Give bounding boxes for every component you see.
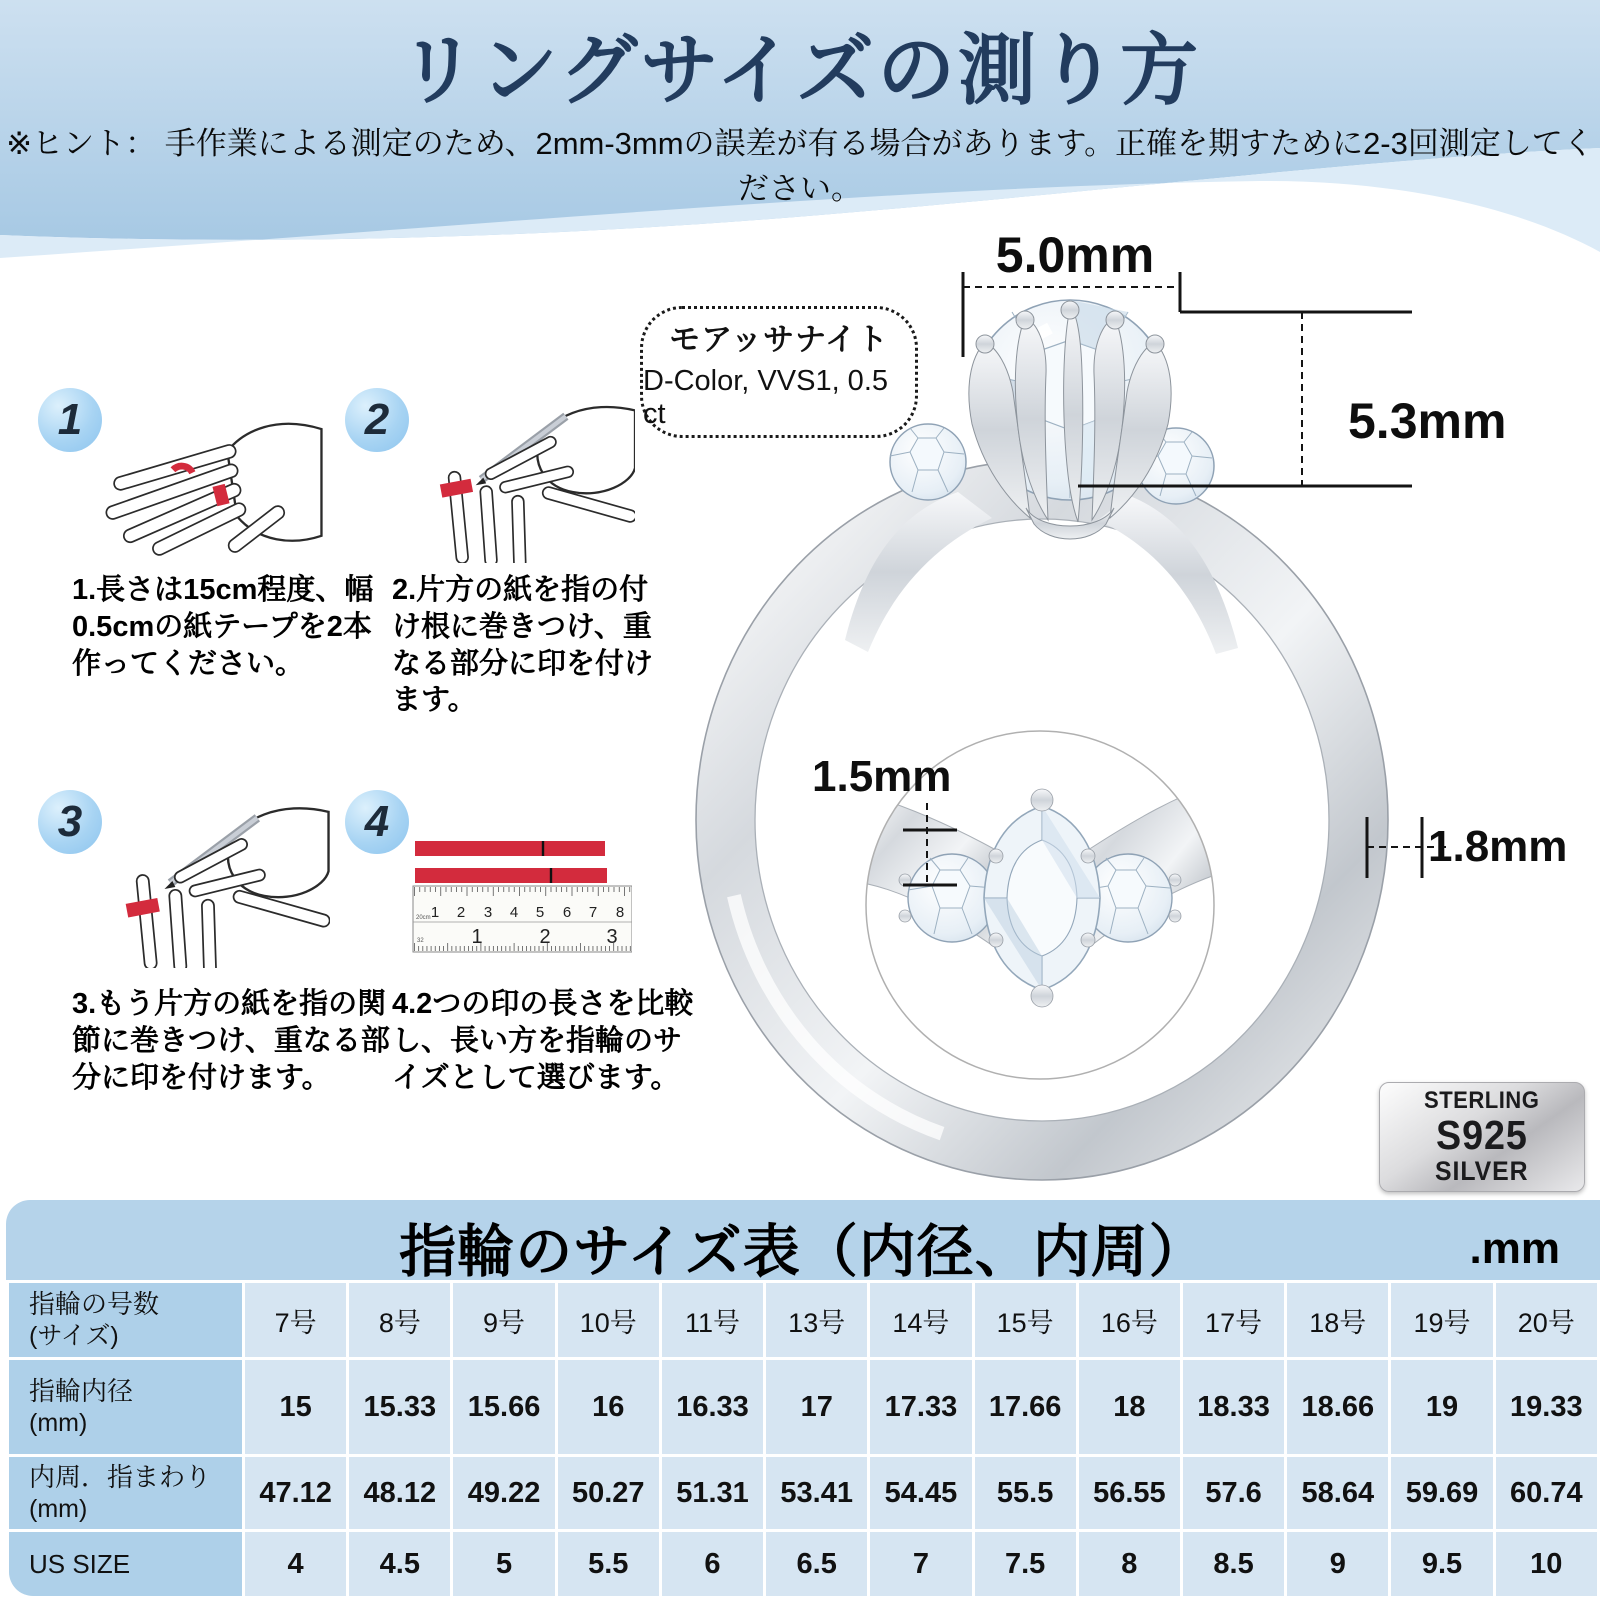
table-cell: 9.5 xyxy=(1391,1532,1492,1596)
table-cell: 10号 xyxy=(558,1283,659,1357)
measurement-band-thickness: 1.8mm xyxy=(1428,822,1568,871)
table-cell: 11号 xyxy=(662,1283,763,1357)
table-cell: 8号 xyxy=(349,1283,450,1357)
table-cell: 53.41 xyxy=(766,1457,867,1529)
table-cell: 5.5 xyxy=(558,1532,659,1596)
table-cell: 15.33 xyxy=(349,1360,450,1454)
table-cell: 14号 xyxy=(870,1283,971,1357)
step-1-badge xyxy=(38,388,102,452)
table-cell: 17.66 xyxy=(975,1360,1076,1454)
svg-text:3: 3 xyxy=(606,926,618,948)
table-cell: 47.12 xyxy=(245,1457,346,1529)
table-cell: 49.22 xyxy=(453,1457,554,1529)
table-row xyxy=(9,1457,1597,1529)
closeup-side-stone-left xyxy=(908,854,996,942)
table-cell: 4 xyxy=(245,1532,346,1596)
step-2-number: 2 xyxy=(364,395,390,444)
table-cell: 15.66 xyxy=(453,1360,554,1454)
step-2-badge xyxy=(345,388,409,452)
table-row xyxy=(9,1532,1597,1596)
table-cell: 5 xyxy=(453,1532,554,1596)
sterling-silver-badge xyxy=(1379,1082,1585,1192)
table-cell: 19 xyxy=(1391,1360,1492,1454)
table-cell: 7号 xyxy=(245,1283,346,1357)
red-tape-band xyxy=(127,905,159,911)
step-1-number: 1 xyxy=(57,395,83,444)
row-label: 指輪内径 (mm) xyxy=(9,1360,242,1454)
step-1-caption: 1.長さは15cm程度、幅0.5cmの紙テープを2本作ってください。 xyxy=(72,574,374,680)
table-cell: 50.27 xyxy=(558,1457,659,1529)
row-label: 内周．指まわり (mm) xyxy=(9,1457,242,1529)
red-tape-on-finger xyxy=(219,485,224,504)
table-cell: 16 xyxy=(558,1360,659,1454)
measurement-band-width: 1.5mm xyxy=(812,752,952,801)
table-cell: 8 xyxy=(1079,1532,1180,1596)
hint-text: ※ヒント： 手作業による測定のため、2mm-3mmの誤差が有る場合があります。正確を期すために2-3回測定してください。 xyxy=(6,126,1594,206)
table-cell: 57.6 xyxy=(1183,1457,1284,1529)
table-cell: 20号 xyxy=(1496,1283,1597,1357)
svg-text:6: 6 xyxy=(562,904,572,921)
table-cell: 16.33 xyxy=(662,1360,763,1454)
step-3-number: 3 xyxy=(57,797,83,846)
table-cell: 17 xyxy=(766,1360,867,1454)
marking-tape-illustration xyxy=(395,398,635,563)
table-cell: 13号 xyxy=(766,1283,867,1357)
ruler xyxy=(413,886,632,952)
svg-text:8: 8 xyxy=(615,904,625,921)
stone-name: モアッサナイト xyxy=(669,321,889,357)
size-table-body xyxy=(9,1283,1597,1596)
table-cell: 59.69 xyxy=(1391,1457,1492,1529)
table-row xyxy=(9,1360,1597,1454)
svg-text:2: 2 xyxy=(539,926,551,948)
table-row xyxy=(9,1283,1597,1357)
step-4-number: 4 xyxy=(364,797,390,846)
red-tape-strip-1 xyxy=(415,841,605,856)
badge-line-silver: SILVER xyxy=(1435,1156,1529,1187)
table-cell: 9号 xyxy=(453,1283,554,1357)
tapes-and-ruler-illustration xyxy=(392,806,632,958)
table-cell: 7.5 xyxy=(975,1532,1076,1596)
table-cell: 18.33 xyxy=(1183,1360,1284,1454)
badge-line-sterling: STERLING xyxy=(1424,1086,1540,1114)
svg-text:5: 5 xyxy=(535,904,545,921)
table-cell: 54.45 xyxy=(870,1457,971,1529)
hand-with-tape-illustration xyxy=(80,398,330,563)
table-cell: 4.5 xyxy=(349,1532,450,1596)
red-tape-strip-2 xyxy=(415,868,607,883)
step-4-caption: 4.2つの印の長さを比較し、長い方を指輪のサイズとして選びます。 xyxy=(392,988,694,1094)
table-cell: 15 xyxy=(245,1360,346,1454)
row-label: 指輪の号数 (サイズ) xyxy=(9,1283,242,1357)
table-title: 指輪のサイズ表（内径、内周） xyxy=(399,1220,1207,1284)
marking-knuckle-illustration xyxy=(80,800,330,968)
svg-text:1: 1 xyxy=(430,904,440,921)
step-3-badge xyxy=(38,790,102,854)
stone-spec-label xyxy=(640,306,918,438)
table-title-row xyxy=(6,1200,1600,1284)
measurement-stone-width: 5.0mm xyxy=(995,227,1155,283)
table-cell: 19号 xyxy=(1391,1283,1492,1357)
ring-size-table xyxy=(6,1200,1600,1599)
svg-text:2: 2 xyxy=(456,904,466,921)
table-cell: 19.33 xyxy=(1496,1360,1597,1454)
table-unit: .mm xyxy=(1469,1224,1560,1273)
side-stone-left xyxy=(890,424,966,500)
svg-text:3: 3 xyxy=(483,904,493,921)
page-title: リングサイズの測り方 xyxy=(398,26,1202,114)
table-cell: 18号 xyxy=(1287,1283,1388,1357)
row-label: US SIZE xyxy=(9,1532,242,1596)
svg-text:7: 7 xyxy=(588,904,598,921)
stone-specs: D-Color, VVS1, 0.5 ct xyxy=(643,364,888,430)
table-cell: 16号 xyxy=(1079,1283,1180,1357)
red-tape-band xyxy=(441,485,472,491)
ruler-unit-label: 20cm xyxy=(416,915,431,921)
table-cell: 10 xyxy=(1496,1532,1597,1596)
table-cell: 18 xyxy=(1079,1360,1180,1454)
step-3-caption: 3.もう片方の紙を指の関節に巻きつけ、重なる部分に印を付けます。 xyxy=(72,988,390,1094)
table-cell: 55.5 xyxy=(975,1457,1076,1529)
table-cell: 17.33 xyxy=(870,1360,971,1454)
step-4-badge xyxy=(345,790,409,854)
table-cell: 17号 xyxy=(1183,1283,1284,1357)
table-cell: 7 xyxy=(870,1532,971,1596)
table-cell: 48.12 xyxy=(349,1457,450,1529)
table-cell: 58.64 xyxy=(1287,1457,1388,1529)
table-cell: 6.5 xyxy=(766,1532,867,1596)
table-cell: 51.31 xyxy=(662,1457,763,1529)
table-cell: 18.66 xyxy=(1287,1360,1388,1454)
table-cell: 56.55 xyxy=(1079,1457,1180,1529)
table-cell: 15号 xyxy=(975,1283,1076,1357)
table-cell: 8.5 xyxy=(1183,1532,1284,1596)
size-table-grid xyxy=(6,1280,1600,1599)
svg-text:4: 4 xyxy=(509,904,519,921)
table-cell: 9 xyxy=(1287,1532,1388,1596)
ruler-inch-label: 32 xyxy=(417,938,424,944)
step-2-caption: 2.片方の紙を指の付け根に巻きつけ、重なる部分に印を付けます。 xyxy=(392,574,654,717)
badge-line-s925: S925 xyxy=(1436,1111,1528,1158)
svg-text:1: 1 xyxy=(471,926,483,948)
measurement-head-height: 5.3mm xyxy=(1348,393,1507,449)
table-cell: 60.74 xyxy=(1496,1457,1597,1529)
table-cell: 6 xyxy=(662,1532,763,1596)
